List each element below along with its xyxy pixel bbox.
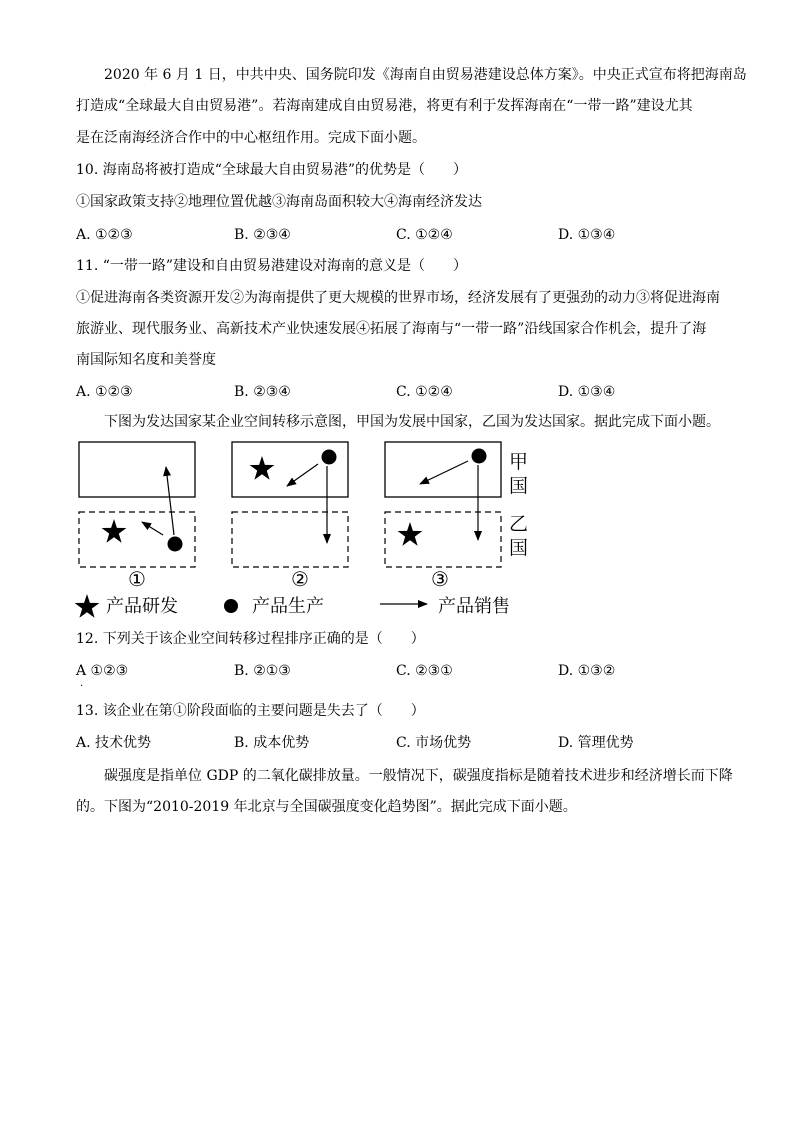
intro-paragraph-line: 打造成“全球最大自由贸易港”。若海南建成自由贸易港，将更有利于发挥海南在“一带一路”建设尤其 (76, 98, 693, 114)
q11-option-c: C. ①②④ (396, 384, 453, 400)
stage3-production-dot-icon (472, 449, 487, 464)
country-yi-label-2: 国 (509, 537, 529, 559)
carbon-intro-line: 碳强度是指单位 GDP 的二氧化碳排放量。一般情况下，碳强度指标是随着技术进步和经济增长而下降 (104, 768, 733, 784)
country-jia-label-1: 甲 (509, 451, 529, 473)
stage2-rd-star-icon (250, 456, 275, 480)
legend-dot-icon (224, 599, 238, 613)
stage2-sales-arrow-to-jia (287, 464, 318, 486)
country-jia-label-2: 国 (509, 475, 529, 497)
question-13-stem: 13. 该企业在第①阶段面临的主要问题是失去了（ ） (76, 703, 425, 719)
q12-option-c: C. ②③① (396, 663, 453, 679)
question-11-stem: 11. “一带一路”建设和自由贸易港建设对海南的意义是（ ） (76, 258, 468, 274)
question-12-stem: 12. 下列关于该企业空间转移过程排序正确的是（ ） (76, 631, 425, 647)
q13-option-a: A. 技术优势 (76, 735, 152, 751)
country-yi-label-1: 乙 (509, 513, 529, 535)
stage-label-3: ③ (431, 567, 449, 591)
q13-option-d: D. 管理优势 (558, 735, 634, 751)
q12-option-a: A ①②③ (76, 663, 129, 679)
stage2-production-dot-icon (322, 450, 337, 465)
question-11-statements-line: 旅游业、现代服务业、高新技术产业快速发展④拓展了海南与“一带一路”沿线国家合作机会，提升了海 (76, 321, 707, 337)
stray-mark: . (80, 678, 84, 689)
stage2-country-yi-box (232, 512, 348, 567)
legend-rd-label: 产品研发 (106, 596, 178, 617)
stage1-country-jia-box (79, 442, 195, 497)
q10-option-b: B. ②③④ (234, 227, 291, 243)
question-10-stem: 10. 海南岛将被打造成“全球最大自由贸易港”的优势是（ ） (76, 162, 468, 178)
question-10-statements: ①国家政策支持②地理位置优越③海南岛面积较大④海南经济发达 (76, 194, 482, 210)
stage1-rd-star-icon (102, 519, 127, 543)
q13-option-c: C. 市场优势 (396, 735, 472, 751)
q11-option-a: A. ①②③ (76, 384, 133, 400)
question-11-statements-line: ①促进海南各类资源开发②为海南提供了更大规模的世界市场，经济发展有了更强劲的动力③将促进海南 (76, 290, 720, 306)
intro-paragraph-line: 2020 年 6 月 1 日，中共中央、国务院印发《海南自由贸易港建设总体方案》。中央正式宣布将把海南岛 (104, 67, 747, 83)
q10-option-d: D. ①③④ (558, 227, 616, 243)
stage1-production-dot-icon (168, 537, 183, 552)
stage1-sales-arrow-to-yi (142, 522, 163, 535)
q10-option-a: A. ①②③ (76, 227, 133, 243)
q13-option-b: B. 成本优势 (234, 735, 310, 751)
stage-label-1: ① (128, 567, 146, 591)
enterprise-transfer-diagram (0, 430, 794, 620)
legend-star-icon (75, 594, 100, 618)
figure-intro: 下图为发达国家某企业空间转移示意图，甲国为发展中国家，乙国为发达国家。据此完成下面小题。 (104, 414, 720, 430)
stage3-sales-arrow-to-jia (420, 461, 468, 484)
q12-option-d: D. ①③② (558, 663, 616, 679)
stage-label-2: ② (291, 567, 309, 591)
stage3-country-yi-box (385, 512, 501, 567)
stage1-sales-arrow-to-jia (166, 467, 174, 535)
intro-paragraph-line: 是在泛南海经济合作中的中心枢纽作用。完成下面小题。 (76, 130, 426, 146)
question-11-statements-line: 南国际知名度和美誉度 (76, 352, 216, 368)
q11-option-d: D. ①③④ (558, 384, 616, 400)
carbon-intro-line: 的。下图为“2010-2019 年北京与全国碳强度变化趋势图”。据此完成下面小题。 (76, 799, 577, 815)
legend-sales-label: 产品销售 (438, 596, 510, 617)
legend-production-label: 产品生产 (252, 596, 324, 617)
q10-option-c: C. ①②④ (396, 227, 453, 243)
q11-option-b: B. ②③④ (234, 384, 291, 400)
stage3-rd-star-icon (398, 522, 423, 546)
q12-option-b: B. ②①③ (234, 663, 291, 679)
